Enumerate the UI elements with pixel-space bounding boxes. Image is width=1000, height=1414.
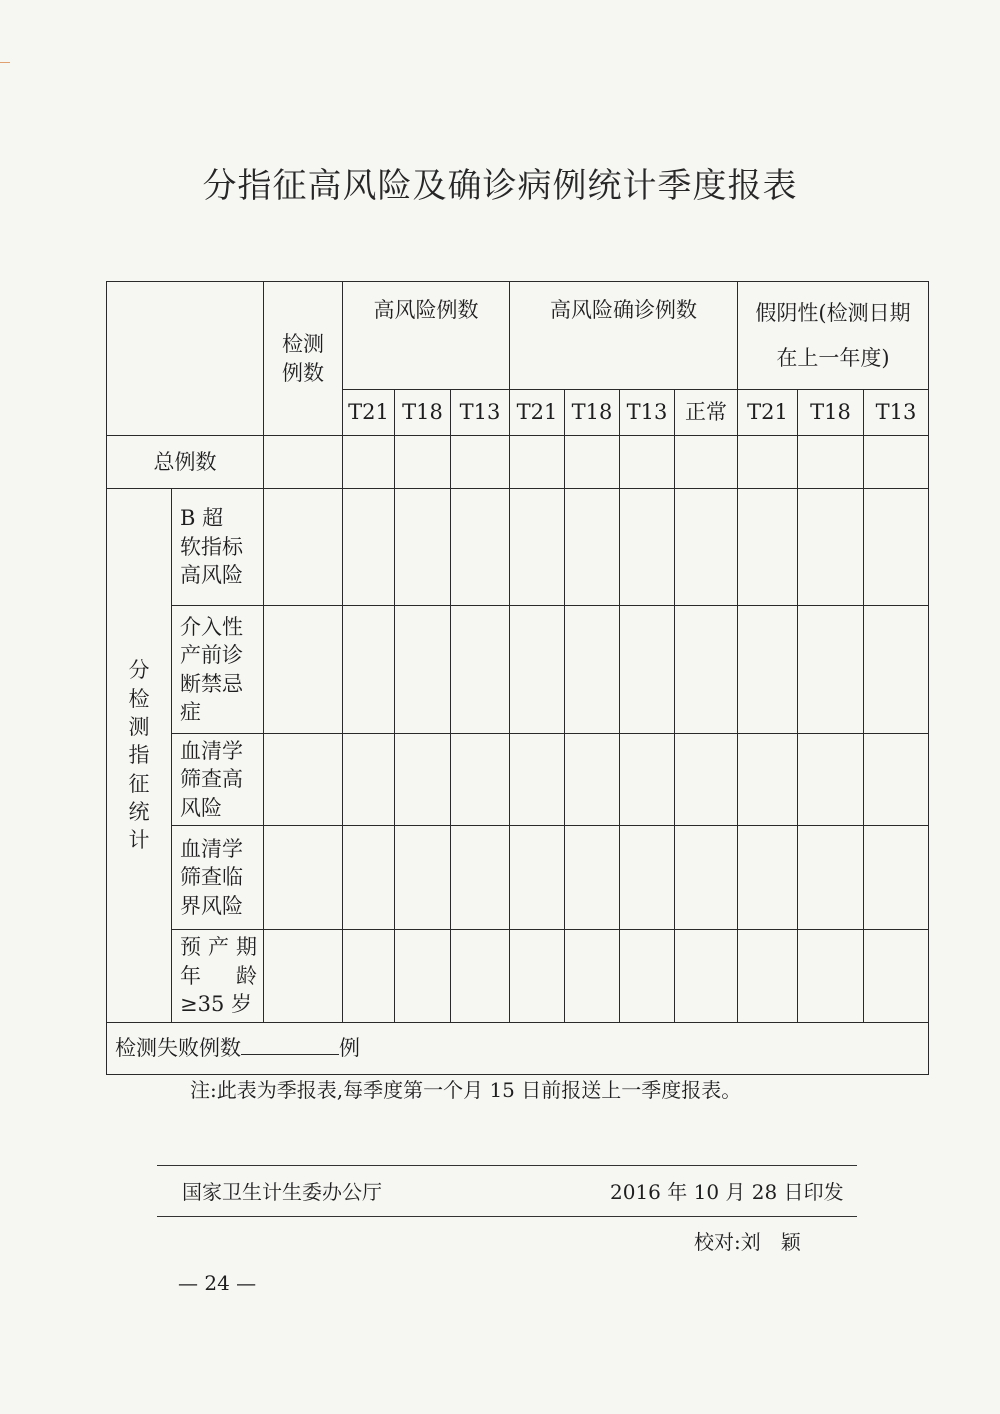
header-confirmed: 高风险确诊例数 bbox=[510, 282, 738, 390]
header-high-risk: 高风险例数 bbox=[343, 282, 510, 390]
sub-header-t13: T13 bbox=[620, 390, 675, 436]
failure-unit: 例 bbox=[339, 1036, 360, 1061]
table-note: 注:此表为季报表,每季度第一个月 15 日前报送上一季度报表。 bbox=[190, 1078, 742, 1102]
header-detect-count: 检测 例数 bbox=[264, 282, 343, 436]
row-label-serum-borderline: 血清学 筛查临 界风险 bbox=[172, 826, 264, 930]
sub-header-t18: T18 bbox=[565, 390, 620, 436]
issue-date: 2016 年 10 月 28 日印发 bbox=[610, 1180, 844, 1204]
corner-cell bbox=[107, 282, 264, 436]
failure-label: 检测失败例数 bbox=[115, 1036, 241, 1061]
row-label-invasive-contraindication: 介入性 产前诊 断禁忌 症 bbox=[172, 606, 264, 734]
detection-failure-row bbox=[107, 1023, 929, 1075]
row-label-ultrasound: B 超 软指标 高风险 bbox=[172, 489, 264, 606]
row-label-maternal-age: 预 产 期 年 龄 ≥35 岁 bbox=[172, 930, 264, 1023]
proofreader: 校对:刘 颖 bbox=[694, 1230, 801, 1254]
sub-header-t18: T18 bbox=[798, 390, 864, 436]
sub-header-t21: T21 bbox=[738, 390, 798, 436]
issuing-office: 国家卫生计生委办公厅 bbox=[182, 1180, 382, 1204]
sub-header-t18: T18 bbox=[395, 390, 451, 436]
sub-header-t13: T13 bbox=[451, 390, 510, 436]
report-table bbox=[106, 281, 929, 1075]
header-false-negative: 假阴性(检测日期 在上一年度) bbox=[738, 282, 929, 390]
sub-header-normal: 正常 bbox=[675, 390, 738, 436]
footer-rule-bottom bbox=[157, 1216, 857, 1217]
row-label-total: 总例数 bbox=[107, 436, 264, 489]
page-number: — 24 — bbox=[178, 1271, 257, 1295]
corner-mark bbox=[0, 62, 10, 63]
sub-header-t21: T21 bbox=[343, 390, 395, 436]
failure-count-blank[interactable] bbox=[241, 1034, 339, 1055]
group-label-by-indication: 分 检 测 指 征 统 计 bbox=[107, 489, 172, 1023]
sub-header-t13: T13 bbox=[864, 390, 929, 436]
sub-header-t21: T21 bbox=[510, 390, 565, 436]
row-label-serum-high-risk: 血清学 筛查高 风险 bbox=[172, 734, 264, 826]
footer-rule-top bbox=[157, 1165, 857, 1166]
page-title: 分指征高风险及确诊病例统计季度报表 bbox=[202, 166, 798, 206]
